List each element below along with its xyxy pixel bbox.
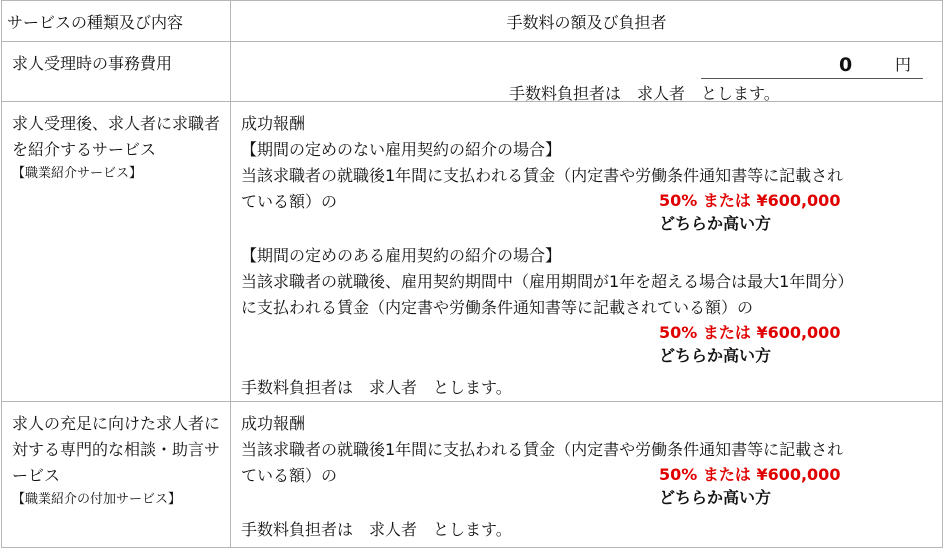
fee-amount: 0 (839, 54, 853, 76)
header-service-type: サービスの種類及び内容 (2, 1, 231, 42)
fee-cell (231, 42, 943, 102)
section-text: ている額）の (241, 466, 338, 485)
section-heading: 【期間の定めのある雇用契約の紹介の場合】 (241, 246, 562, 265)
fee-amount-row (241, 51, 932, 103)
rate-note: どちらか高い方 (659, 214, 772, 233)
fee-unit: 円 (895, 55, 912, 74)
fee-cell (231, 402, 943, 548)
service-name: 求人の充足に向けた求人者に対する専門的な相談・助言サービス (12, 414, 221, 485)
fee-table (1, 0, 943, 548)
section-heading: 【期間の定めのない雇用契約の紹介の場合】 (241, 140, 562, 159)
fee-title: 成功報酬 (241, 414, 306, 433)
section-text: 当該求職者の就職後1年間に支払われる賃金（内定書や労働条件通知書等に記載され (241, 440, 844, 459)
rate-note: どちらか高い方 (659, 346, 772, 365)
section-text: 当該求職者の就職後、雇用契約期間中（雇用期間が1年を超える場合は最大1年間分） (241, 272, 854, 291)
service-subtitle: 【職業紹介サービス】 (12, 166, 143, 181)
service-name: 求人受理時の事務費用 (12, 54, 173, 73)
service-subtitle: 【職業紹介の付加サービス】 (12, 492, 182, 507)
rate-value: 50% または ¥600,000 (659, 323, 841, 342)
rate-value: 50% または ¥600,000 (659, 191, 841, 210)
section-text: に支払われる賃金（内定書や労働条件通知書等に記載されている額）の (241, 298, 754, 317)
header-fee-payer: 手数料の額及び負担者 (231, 1, 943, 42)
section-text: 当該求職者の就職後1年間に支払われる賃金（内定書や労働条件通知書等に記載され (241, 166, 844, 185)
section-text: ている額）の (241, 192, 338, 211)
service-cell (2, 402, 231, 548)
service-cell (2, 102, 231, 402)
payer-text: 手数料負担者は 求人者 とします。 (509, 84, 780, 103)
row-intake-fee (2, 42, 943, 102)
service-name: 求人受理後、求人者に求職者を紹介するサービス (12, 114, 221, 159)
payer-text: 手数料負担者は 求人者 とします。 (241, 378, 512, 397)
fee-title: 成功報酬 (241, 114, 306, 133)
row-placement-service (2, 102, 943, 402)
header-row (2, 1, 943, 42)
fee-cell (231, 102, 943, 402)
payer-text: 手数料負担者は 求人者 とします。 (241, 520, 512, 539)
service-cell (2, 42, 231, 102)
rate-note: どちらか高い方 (659, 488, 772, 507)
amount-underline (701, 78, 923, 79)
rate-value: 50% または ¥600,000 (659, 465, 841, 484)
row-consulting-service (2, 402, 943, 548)
